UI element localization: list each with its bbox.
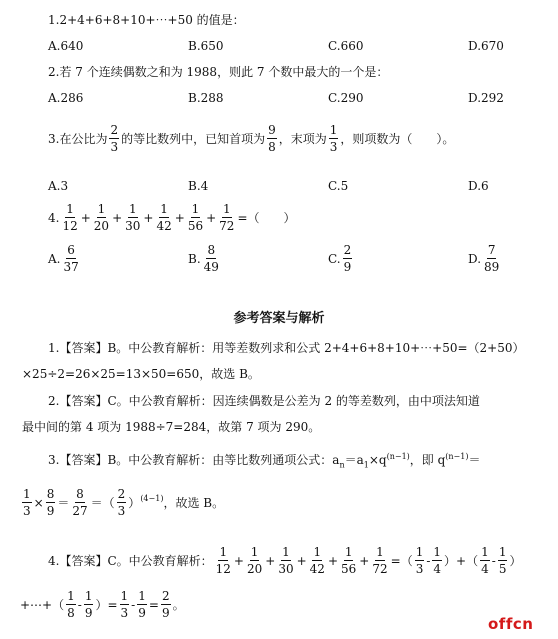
answer-4-term-1-den: 12: [215, 562, 231, 576]
answer-4-term-2: [246, 546, 263, 575]
answer-4-plus: +: [265, 553, 276, 568]
q3-ratio-fraction: [109, 124, 119, 153]
q4-prefix: 4.: [48, 210, 60, 225]
answer-4-term-6-den: 72: [372, 562, 388, 576]
answer-4-t2a-num: 1: [481, 545, 489, 559]
q4-term-6-num: 1: [222, 202, 231, 216]
answer-4-paren-3: ）=: [95, 598, 118, 612]
answer-4-r1: [120, 590, 130, 619]
answer-4-paren-1: ）+（: [444, 554, 479, 568]
answer-3-sup-exp: (n−1): [386, 452, 410, 461]
answer-3-frac-4-den: 3: [117, 504, 126, 518]
q4-option-d-fraction: [483, 244, 500, 273]
answer-4-r2: [137, 590, 147, 619]
answer-3-frac-1: [22, 488, 32, 517]
q4-plus: +: [112, 210, 123, 225]
q3-mid1: 的等比数列中，已知首项为: [121, 132, 266, 146]
answer-2-line-1: 2.【答案】C。中公教育解析：因连续偶数是公差为 2 的等差数列，由中项法知道: [48, 394, 480, 408]
answer-4-plus: +: [233, 553, 244, 568]
answer-4-term-5-den: 56: [341, 562, 357, 576]
answer-3-tail: ，故选 B。: [163, 496, 225, 510]
answer-4-r1-num: 1: [120, 589, 129, 603]
answer-4-r1-den: 3: [120, 606, 129, 620]
answer-4-t2b: [498, 546, 508, 575]
answer-4-t1b-den: 4: [433, 562, 442, 576]
answer-4-term-3-num: 1: [282, 545, 290, 559]
q4-option-b-den: 49: [203, 260, 219, 274]
answer-4-term-5: [340, 546, 357, 575]
q4-term-4-den: 42: [156, 219, 172, 233]
answer-4-term-2-den: 20: [246, 562, 263, 576]
answer-4-minus: -: [491, 553, 496, 568]
answer-4-term-2-num: 1: [250, 545, 259, 559]
q4-option-c-label: C.: [328, 251, 341, 266]
q3-first-num: 9: [268, 123, 276, 137]
answer-4-term-1: [215, 546, 232, 575]
answer-4-r3-den: 9: [161, 606, 170, 620]
q2-option-b: B.288: [188, 91, 224, 105]
q4-term-4-num: 1: [160, 202, 168, 216]
answer-3-frac-3-num: 8: [76, 487, 84, 501]
q3-option-a: A.3: [48, 179, 69, 193]
q3-first-fraction: [267, 124, 277, 153]
answer-4-end: 。: [172, 598, 185, 612]
answer-3-frac-4-num: 2: [117, 487, 126, 501]
answer-3-frac-4: [117, 488, 127, 517]
answer-3-times: ×: [33, 495, 44, 510]
q4-option-a-num: 6: [67, 243, 75, 257]
answer-4-line-1: [48, 546, 521, 575]
answer-3-sub-n: n: [339, 460, 345, 470]
answer-4-term-3: [277, 546, 294, 575]
q4-option-d: [468, 244, 502, 273]
q2-option-d: D.292: [468, 91, 504, 105]
answer-4-plus: +: [296, 553, 307, 568]
answer-3-line-1: [48, 453, 480, 469]
answer-4-t1a: [415, 546, 425, 575]
q4-option-a-den: 37: [63, 260, 79, 274]
q1-option-d: D.670: [468, 39, 504, 53]
q3-ratio-den: 3: [110, 140, 119, 154]
answer-3-frac-1-num: 1: [23, 487, 31, 501]
q3-option-d: D.6: [468, 179, 489, 193]
answer-4-term-1-num: 1: [219, 545, 228, 559]
answer-4-term-5-num: 1: [344, 545, 353, 559]
answer-4-t1a-den: 3: [415, 562, 424, 576]
q3-last-fraction: [329, 124, 339, 153]
answer-4-t3b-den: 9: [84, 606, 93, 620]
answer-4-minus: -: [426, 553, 431, 568]
q4-option-c-den: 9: [343, 260, 352, 274]
answer-4-t1b: [432, 546, 442, 575]
q1-option-a: A.640: [48, 39, 84, 53]
answers-title: 参考答案与解析: [233, 311, 325, 326]
q4-stem: [48, 203, 296, 232]
answer-4-term-3-den: 30: [278, 562, 294, 576]
q2-option-a: A.286: [48, 91, 84, 105]
q4-term-3-den: 30: [125, 219, 141, 233]
answer-4-term-6-num: 1: [376, 545, 384, 559]
q3-ratio-num: 2: [110, 123, 119, 137]
q4-option-d-num: 7: [487, 243, 496, 257]
answer-4-t1b-num: 1: [433, 545, 442, 559]
answer-3-frac-1-den: 3: [23, 504, 31, 518]
q4-term-3: [124, 203, 141, 232]
answer-4-r3: [161, 590, 171, 619]
q4-term-1-num: 1: [66, 202, 74, 216]
answer-4-t3b-num: 1: [84, 589, 93, 603]
q4-plus: +: [143, 210, 154, 225]
answer-4-t3b: [84, 590, 94, 619]
answer-3-sup-power: (4−1): [140, 494, 164, 503]
q2-option-c: C.290: [328, 91, 364, 105]
answer-3-frac-2-den: 9: [46, 504, 55, 518]
q4-term-6-den: 72: [219, 219, 235, 233]
answer-3-sup-exp-2: (n−1): [445, 452, 469, 461]
answer-4-r2-den: 9: [138, 606, 146, 620]
q4-option-b-label: B.: [188, 251, 201, 266]
answer-4-paren-2: ）: [509, 554, 522, 568]
answer-3-eq: ＝: [57, 496, 70, 510]
q4-option-d-label: D.: [468, 251, 482, 266]
q4-term-4: [155, 203, 172, 232]
q3-last-num: 1: [329, 123, 338, 137]
answer-3-times-q: ×q: [368, 453, 387, 467]
answer-4-term-4-den: 42: [309, 562, 325, 576]
answer-4-eq-open: =（: [390, 554, 413, 568]
answer-4-r3-num: 2: [161, 589, 170, 603]
offcn-logo: offcn: [488, 615, 534, 633]
q4-term-1-den: 12: [62, 219, 78, 233]
answer-3-frac-3: [71, 488, 88, 517]
answer-3-frac-3-den: 27: [72, 504, 88, 518]
answer-4-term-6: [371, 546, 388, 575]
q4-term-2: [93, 203, 110, 232]
q4-option-a: [48, 244, 82, 273]
answer-4-t2b-den: 5: [498, 562, 507, 576]
answer-3-frac-2: [46, 488, 56, 517]
q4-option-c-fraction: [343, 244, 353, 273]
q4-term-5: [187, 203, 204, 232]
q3-option-b: B.4: [188, 179, 209, 193]
answer-4-t3a-den: 8: [67, 606, 75, 620]
q4-plus: +: [80, 210, 91, 225]
answer-3-eq-a1: ＝a: [344, 453, 364, 467]
answer-4-r2-num: 1: [138, 589, 146, 603]
q3-mid2: ，末项为: [278, 132, 327, 146]
answer-2-line-2: 最中间的第 4 项为 1988÷7=284，故第 7 项为 290。: [22, 420, 321, 434]
q3-first-den: 8: [268, 140, 276, 154]
q4-plus: +: [174, 210, 185, 225]
answer-4-minus: -: [131, 597, 136, 612]
q4-term-6: [218, 203, 235, 232]
answer-4-minus: -: [77, 597, 82, 612]
q4-term-2-den: 20: [93, 219, 110, 233]
q1-stem: 1.2+4+6+8+10+⋯+50 的值是：: [48, 13, 245, 27]
q3-last-den: 3: [329, 140, 338, 154]
q4-term-5-num: 1: [191, 202, 200, 216]
answer-4-term-4-num: 1: [313, 545, 322, 559]
answer-4-line-2: [20, 590, 185, 619]
answer-3-text: 3.【答案】B。中公教育解析：由等比数列通项公式：a: [48, 453, 340, 467]
q4-term-2-num: 1: [97, 202, 106, 216]
answer-3-eq-open: ＝（: [90, 496, 115, 510]
answer-1-line-1: 1.【答案】B。中公教育解析：用等差数列求和公式 2+4+6+8+10+⋯+50=（2+50）: [48, 341, 525, 355]
answer-4-prefix: 4.【答案】C。中公教育解析：: [48, 554, 213, 568]
q1-option-c: C.660: [328, 39, 364, 53]
answer-4-line2-prefix: +⋯+（: [20, 598, 65, 612]
q3-stem: [48, 124, 454, 153]
q4-option-c-num: 2: [343, 243, 352, 257]
answer-1-line-2: ×25÷2=26×25=13×50=650，故选 B。: [22, 367, 260, 381]
answer-4-t3a: [66, 590, 76, 619]
answer-4-t2a-den: 4: [481, 562, 489, 576]
q4-term-1: [61, 203, 78, 232]
answer-4-t3a-num: 1: [67, 589, 75, 603]
q3-suffix: ，则项数为（ ）。: [340, 132, 455, 146]
answer-4-plus: +: [327, 553, 339, 568]
answer-3-close: ）: [128, 496, 141, 510]
q4-plus: +: [206, 210, 217, 225]
answer-4-term-4: [309, 546, 326, 575]
answer-3-line-2: [20, 488, 224, 517]
answer-4-eq: =: [148, 597, 159, 612]
q3-prefix: 3.在公比为: [48, 132, 108, 146]
answer-4-t1a-num: 1: [415, 545, 424, 559]
q2-stem: 2.若 7 个连续偶数之和为 1988，则此 7 个数中最大的一个是：: [48, 65, 389, 79]
q4-option-a-label: A.: [48, 251, 61, 266]
q4-option-d-den: 89: [484, 260, 500, 274]
q1-option-b: B.650: [188, 39, 224, 53]
answer-4-plus: +: [359, 553, 370, 568]
answer-4-t2a: [480, 546, 490, 575]
q4-equals: =（ ）: [237, 211, 296, 225]
answer-3-frac-2-num: 8: [46, 487, 55, 501]
answer-3-ji-q: ，即 q: [409, 453, 446, 467]
q4-option-a-fraction: [62, 244, 79, 273]
q4-term-5-den: 56: [187, 219, 204, 233]
q4-term-3-num: 1: [128, 202, 137, 216]
q3-option-c: C.5: [328, 179, 349, 193]
answer-4-t2b-num: 1: [498, 545, 507, 559]
answer-3-sub-1: 1: [363, 460, 369, 470]
q4-option-b-fraction: [203, 244, 220, 273]
answer-3-eq-end: ＝: [468, 453, 481, 467]
q4-option-b: [188, 244, 222, 273]
q4-option-b-num: 8: [207, 243, 216, 257]
q4-option-c: [328, 244, 354, 273]
